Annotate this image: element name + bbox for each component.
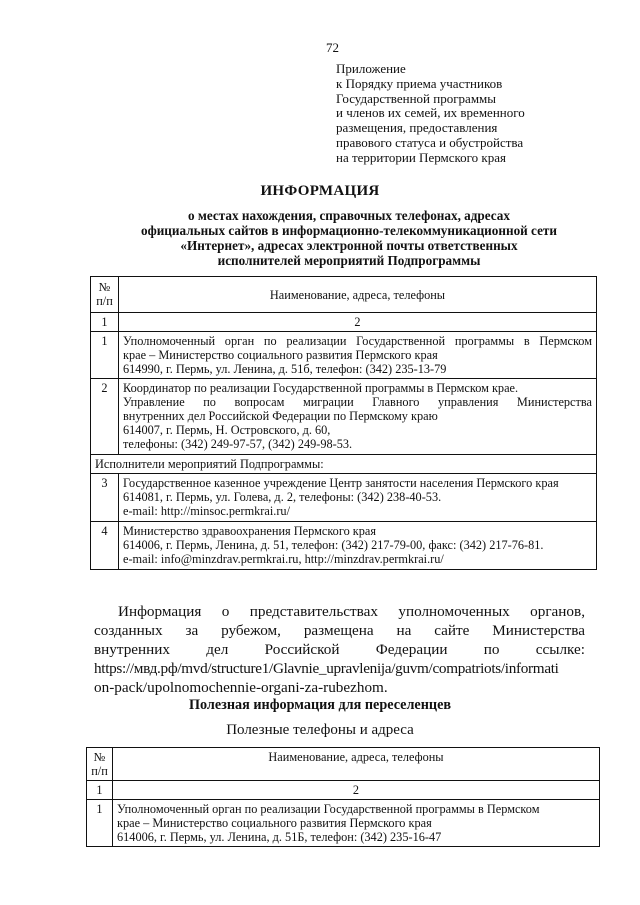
page-number: 72	[326, 40, 339, 55]
row-line: 614007, г. Пермь, Н. Островского, д. 60,	[123, 423, 331, 437]
paragraph-link-line: on-pack/upolnomochennie-organi-za-rubezhom.	[94, 679, 388, 696]
table-row	[87, 800, 600, 847]
row-line: Министерство здравоохранения Пермского края	[123, 524, 377, 538]
paragraph-line: внутренних дел Российской Федерации по ссылке:	[94, 641, 585, 658]
appendix-line: на территории Пермского края	[336, 149, 506, 165]
row-content	[119, 332, 597, 379]
appendix-line: к Порядку приема участников	[336, 75, 503, 91]
row-content	[119, 379, 597, 455]
paragraph-line: созданных за рубежом, размещена на сайте Министерства	[94, 622, 585, 639]
subtitle-line: «Интернет», адресах электронной почты ответственных	[180, 238, 518, 253]
table-subheader-row	[91, 313, 597, 332]
appendix-line: и членов их семей, их временного	[336, 105, 525, 121]
table-header-row	[91, 277, 597, 313]
row-line: Уполномоченный орган по реализации Государственной программы в Пермском	[123, 334, 592, 348]
row-line: внутренних дел Российской Федерации по Пермскому краю	[123, 409, 438, 423]
appendix-block	[336, 62, 525, 166]
table-subheader-row	[87, 781, 600, 800]
body-paragraph	[94, 602, 585, 697]
table-row	[91, 474, 597, 522]
row-line: крае – Министерство социального развития Пермского края	[123, 348, 438, 362]
info-table	[90, 276, 597, 570]
row-content	[119, 474, 597, 522]
appendix-line: правового статуса и обустройства	[336, 134, 524, 150]
row-num: 3	[91, 474, 119, 522]
row-line: e-mail: info@minzdrav.permkrai.ru, http://minzdrav.permkrai.ru/	[123, 552, 444, 566]
table-header-row	[87, 748, 600, 781]
row-num: 1	[91, 332, 119, 379]
table-row	[91, 522, 597, 570]
subheader-cell: 1	[91, 313, 119, 332]
paragraph-line: Информация о представительствах уполномоченных органов,	[118, 603, 585, 620]
row-num: 4	[91, 522, 119, 570]
document-title: ИНФОРМАЦИЯ	[260, 183, 380, 199]
row-line: e-mail: http://minsoc.permkrai.ru/	[123, 504, 290, 518]
row-line: телефоны: (342) 249-97-57, (342) 249-98-53.	[123, 437, 353, 451]
subheader-cell: 1	[87, 781, 113, 800]
header-name-cell: Наименование, адреса, телефоны	[113, 748, 600, 781]
subtitle-line: официальных сайтов в информационно-телекоммуникационной сети	[140, 223, 558, 238]
header-name-cell: Наименование, адреса, телефоны	[119, 277, 597, 313]
row-line: Государственное казенное учреждение Центр занятости населения Пермского края	[123, 476, 559, 490]
paragraph-link-line: https://мвд.рф/mvd/structure1/Glavnie_upravlenija/guvm/compatriots/informati	[94, 660, 559, 677]
section-heading: Полезная информация для переселенцев	[188, 697, 452, 713]
row-line: Уполномоченный орган по реализации Государственной программы в Пермском	[117, 802, 540, 816]
subheader-cell: 2	[119, 313, 597, 332]
appendix-line: Приложение	[336, 61, 406, 76]
table-row	[91, 379, 597, 455]
subtitle-line: о местах нахождения, справочных телефонах, адресах	[188, 208, 510, 223]
row-line: крае – Министерство социального развития Пермского края	[117, 816, 432, 830]
section-subheading: Полезные телефоны и адреса	[226, 722, 414, 738]
section-cell: Исполнители мероприятий Подпрограммы:	[91, 455, 597, 474]
row-line: 614006, г. Пермь, ул. Ленина, д. 51Б, телефон: (342) 235-16-47	[117, 830, 442, 844]
row-line: Управление по вопросам миграции Главного управления Министерства	[123, 395, 592, 409]
subtitle-line: исполнителей мероприятий Подпрограммы	[217, 253, 481, 268]
row-line: 614006, г. Пермь, Ленина, д. 51, телефон: (342) 217-79-00, факс: (342) 217-76-81.	[123, 538, 544, 552]
row-num: 2	[91, 379, 119, 455]
row-line: 614081, г. Пермь, ул. Голева, д. 2, телефоны: (342) 238-40-53.	[123, 490, 442, 504]
row-line: 614990, г. Пермь, ул. Ленина, д. 51б, телефон: (342) 235-13-79	[123, 362, 447, 376]
appendix-line: Государственной программы	[336, 90, 497, 106]
document-subtitle	[96, 208, 602, 268]
subheader-cell: 2	[113, 781, 600, 800]
row-content	[113, 800, 600, 847]
phones-table	[86, 747, 600, 847]
appendix-line: размещения, предоставления	[336, 120, 498, 136]
header-num-cell: № п/п	[87, 748, 113, 781]
row-line: Координатор по реализации Государственной программы в Пермском крае.	[123, 381, 519, 395]
table-section-row	[91, 455, 597, 474]
table-row	[91, 332, 597, 379]
row-content	[119, 522, 597, 570]
header-num-cell: № п/п	[91, 277, 119, 313]
row-num: 1	[87, 800, 113, 847]
